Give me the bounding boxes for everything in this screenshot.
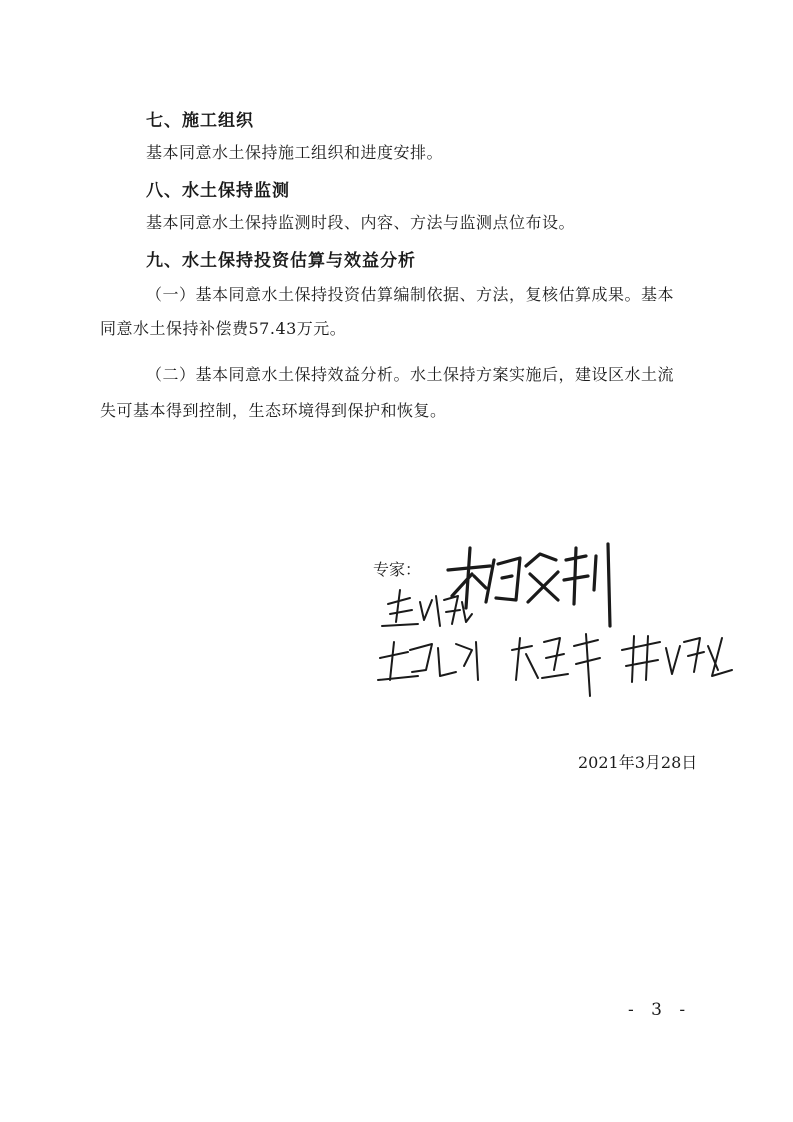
signature-4 [512, 634, 600, 696]
experts-label: 专家： [373, 560, 422, 579]
document-date: 2021年3月28日 [578, 753, 698, 772]
signature-5 [622, 636, 732, 682]
page-number: - 3 - [628, 1000, 692, 1020]
signature-2 [382, 590, 472, 626]
handwritten-signatures [360, 530, 760, 720]
investment-paragraph-line2: 同意水土保持补偿费57.43万元。 [100, 319, 347, 338]
benefit-paragraph-line1: （二）基本同意水土保持效益分析。水土保持方案实施后，建设区水土流 [146, 365, 675, 384]
section-heading-7: 七、施工组织 [146, 111, 254, 131]
section-heading-9: 九、水土保持投资估算与效益分析 [146, 251, 416, 271]
section-heading-8: 八、水土保持监测 [146, 181, 290, 201]
section-body-8: 基本同意水土保持监测时段、内容、方法与监测点位布设。 [146, 213, 576, 232]
signature-3 [378, 642, 478, 680]
benefit-paragraph-line2: 失可基本得到控制，生态环境得到保护和恢复。 [100, 401, 447, 420]
section-body-7: 基本同意水土保持施工组织和进度安排。 [146, 143, 444, 162]
investment-paragraph-line1: （一）基本同意水土保持投资估算编制依据、方法，复核估算成果。基本 [146, 285, 675, 304]
